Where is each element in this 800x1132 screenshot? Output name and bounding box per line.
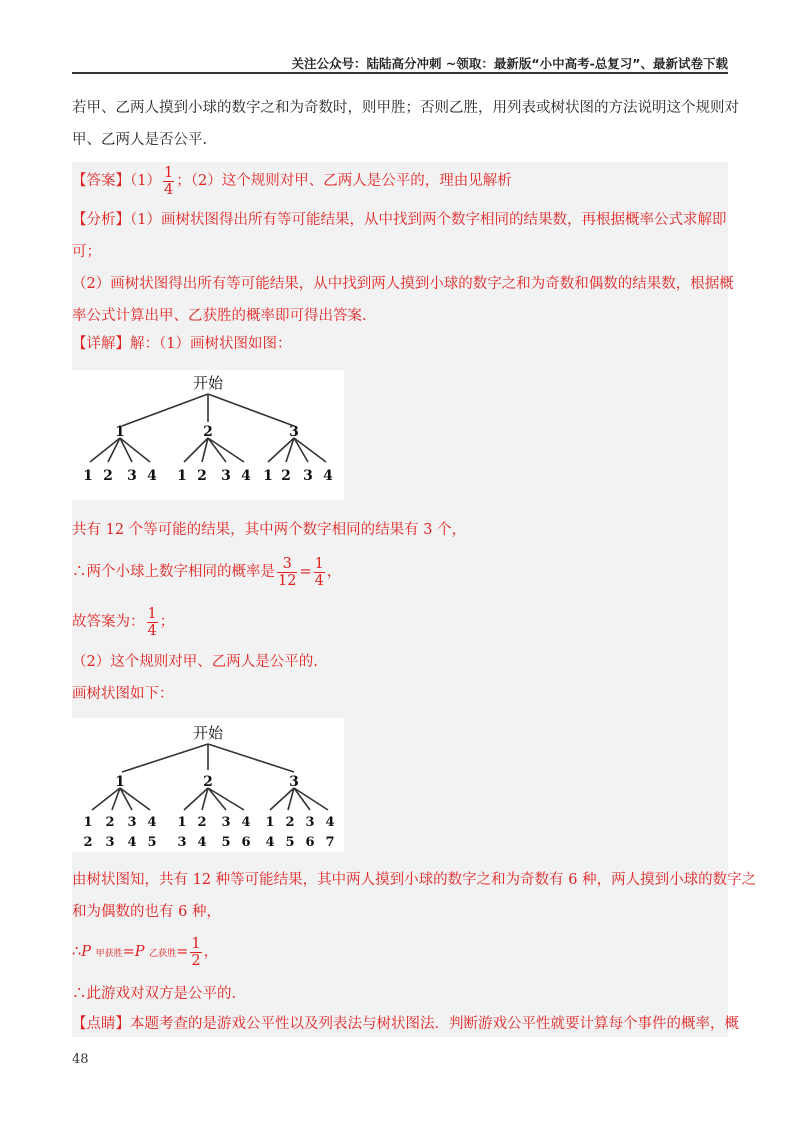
tree1-leaf: 4 <box>323 468 333 484</box>
probability-fraction-1 <box>277 556 297 589</box>
tree1-leaf: 3 <box>303 468 313 484</box>
answer-restate-line <box>72 602 728 642</box>
tree2-leaf: 2 <box>285 815 295 830</box>
tree1-leaf: 2 <box>197 468 207 484</box>
tree2-leaf: 4 <box>241 815 251 830</box>
answer-part1-prefix: （1） <box>130 173 161 189</box>
tree1-leaf: 3 <box>221 468 231 484</box>
part2-statement: （2）这个规则对甲、乙两人是公平的. <box>72 654 318 670</box>
tree1-leaf: 1 <box>83 468 93 484</box>
probability-prefix: ∴两个小球上数字相同的概率是 <box>72 564 275 580</box>
probability-equality-suffix: ， <box>203 944 219 960</box>
question-line-1: 若甲、乙两人摸到小球的数字之和为奇数时，则甲胜；否则乙胜，用列表或树状图的方法说明这个规则对 <box>72 100 739 116</box>
answer-part2: ；（2）这个规则对甲、乙两人是公平的，理由见解析 <box>176 173 512 189</box>
tree1-leaf: 2 <box>103 468 113 484</box>
analysis-tag: 【分析】 <box>72 212 130 228</box>
tree2-leaf: 2 <box>197 815 207 830</box>
answer-tag: 【答案】 <box>72 173 130 189</box>
comment-tag: 【点睛】 <box>72 1016 130 1032</box>
p-yi-subscript: 乙获胜 <box>149 949 177 959</box>
fraction-denominator: 4 <box>314 572 324 589</box>
analysis-line-4: 率公式计算出甲、乙获胜的概率即可得出答案. <box>72 308 367 324</box>
fraction-numerator: 3 <box>277 556 297 573</box>
tree2-sum: 4 <box>197 835 207 850</box>
detail-intro <box>72 328 728 360</box>
tree1-leaf: 4 <box>147 468 157 484</box>
answer-restate-prefix: 故答案为： <box>72 614 145 630</box>
analysis-text-1: （1）画树状图得出所有等可能结果，从中找到两个数字相同的结果数，再根据概率公式求解即 <box>130 212 727 228</box>
tree2-leaf: 1 <box>177 815 187 830</box>
result-line-1: 由树状图知，共有 12 种等可能结果，其中两人摸到小球的数字之和为奇数有 6 种，两人摸到小球的数字之 <box>72 872 757 888</box>
tree2-sum: 7 <box>325 835 335 850</box>
tree1-root: 开始 <box>192 374 224 392</box>
probability-fraction-2 <box>314 556 325 589</box>
tree1-node-3: 3 <box>289 424 299 440</box>
tree2-leaf: 3 <box>127 815 137 830</box>
page-header: 关注公众号：陆陆高分冲刺 ~领取：最新版“小中高考-总复习”、最新试卷下载 <box>291 56 728 71</box>
tree1-node-1: 1 <box>115 424 125 440</box>
tree1-leaf: 1 <box>177 468 187 484</box>
p-jia: P <box>81 944 91 960</box>
conclusion-line: ∴此游戏对双方是公平的. <box>72 986 237 1002</box>
answer-line <box>72 164 728 198</box>
tree2-sum: 6 <box>241 835 251 850</box>
tree2-sum: 6 <box>305 835 315 850</box>
analysis-line-3: （2）画树状图得出所有等可能结果，从中找到两人摸到小球的数字之和为奇数和偶数的结果数，根据概 <box>72 276 734 292</box>
p-yi: P <box>134 944 145 960</box>
tree2-node-2: 2 <box>203 774 213 790</box>
fraction-numerator: 1 <box>163 164 174 181</box>
half-fraction <box>190 936 201 969</box>
answer-fraction <box>163 165 174 198</box>
tree1-leaf: 2 <box>281 468 291 484</box>
detail-intro-text: 解：（1）画树状图如图： <box>130 336 292 352</box>
question-line-2: 甲、乙两人是否公平. <box>72 132 208 148</box>
tree2-node-3: 3 <box>289 774 299 790</box>
tree1-leaf: 3 <box>127 468 137 484</box>
tree2-node-1: 1 <box>115 774 125 790</box>
tree2-leaf: 2 <box>105 815 115 830</box>
tree2-sum: 5 <box>147 835 157 850</box>
tree2-sum: 3 <box>177 835 187 850</box>
tree-diagram-1 <box>72 370 344 500</box>
probability-line <box>72 552 728 592</box>
p-jia-subscript: 甲获胜 <box>95 949 123 959</box>
equals-sign: = <box>176 944 189 960</box>
header-rule <box>72 72 728 74</box>
detail-tag: 【详解】 <box>72 336 130 352</box>
fraction-numerator: 1 <box>191 935 201 952</box>
tree2-leaf: 4 <box>325 815 335 830</box>
tree2-intro: 画树状图如下： <box>72 686 174 702</box>
fraction-denominator: 2 <box>191 952 201 969</box>
therefore-symbol: ∴ <box>72 944 82 960</box>
equals-sign: = <box>299 564 312 580</box>
analysis-line-1 <box>72 204 728 236</box>
comment-line <box>72 1008 739 1040</box>
fraction-numerator: 1 <box>147 605 157 622</box>
equals-sign: = <box>122 944 135 960</box>
tree2-leaf: 1 <box>265 815 275 830</box>
page-number: 48 <box>72 1052 89 1067</box>
answer-restate-fraction <box>147 606 158 639</box>
tree2-sum: 3 <box>105 835 115 850</box>
fraction-denominator: 4 <box>163 181 174 198</box>
fraction-numerator: 1 <box>314 555 324 572</box>
fraction-denominator: 4 <box>147 622 157 639</box>
tree2-leaf: 3 <box>305 815 315 830</box>
detail-count-line: 共有 12 个等可能的结果，其中两个数字相同的结果有 3 个， <box>72 522 467 538</box>
tree2-sum: 5 <box>221 835 231 850</box>
tree1-leaf: 4 <box>241 468 251 484</box>
fraction-denominator: 12 <box>278 572 297 589</box>
result-line-2: 和为偶数的也有 6 种， <box>72 904 221 920</box>
tree2-sum: 5 <box>285 835 295 850</box>
probability-suffix: ， <box>326 564 342 580</box>
tree2-leaf: 1 <box>83 815 93 830</box>
tree2-sum: 4 <box>265 835 275 850</box>
tree1-node-2: 2 <box>203 424 213 440</box>
tree2-sum: 2 <box>83 835 93 850</box>
tree2-sum: 4 <box>127 835 137 850</box>
comment-text: 本题考查的是游戏公平性以及列表法与树状图法．判断游戏公平性就要计算每个事件的概率，概 <box>130 1016 739 1032</box>
tree2-root: 开始 <box>192 724 224 742</box>
tree2-leaf: 3 <box>221 815 231 830</box>
tree1-leaf: 1 <box>263 468 273 484</box>
answer-restate-suffix: ； <box>159 614 175 630</box>
analysis-line-2: 可； <box>72 244 101 260</box>
tree2-leaf: 4 <box>147 815 157 830</box>
tree-diagram-2 <box>72 718 344 852</box>
probability-equality-line <box>72 932 728 974</box>
